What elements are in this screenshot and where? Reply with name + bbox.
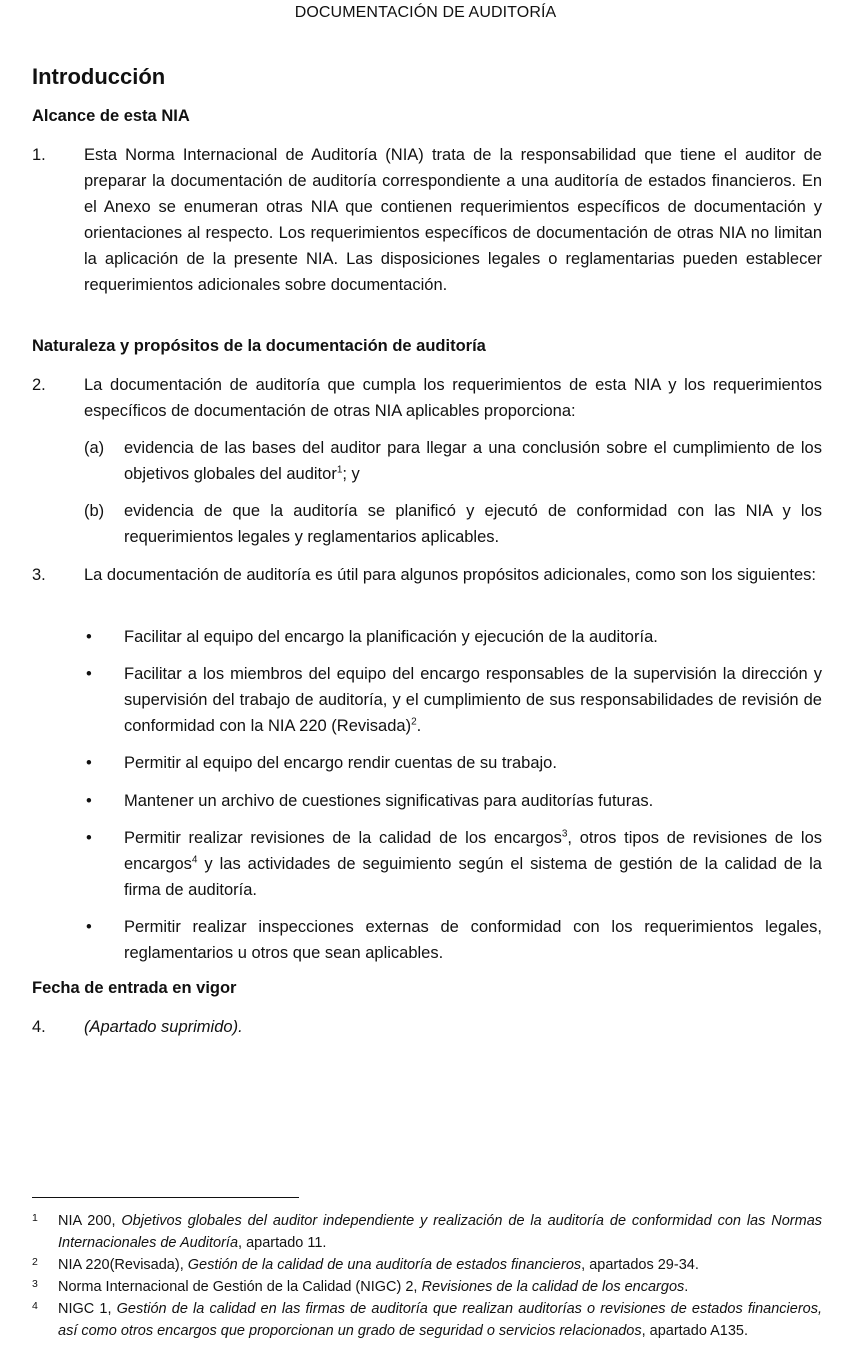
sub-item-label: (a) xyxy=(84,439,105,457)
paragraph-3 xyxy=(32,562,822,588)
paragraph-text: La documentación de auditoría es útil para algunos propósitos adicionales, como son los siguientes: xyxy=(84,566,816,584)
footnote-ref-4[interactable]: 4 xyxy=(191,854,198,866)
section-title: Introducción xyxy=(32,64,166,89)
bullet-icon: • xyxy=(86,754,92,772)
bullet-icon: • xyxy=(86,829,92,847)
sub-item-text: evidencia de las bases del auditor para llegar a una conclusión sobre el cumplimiento de los objetivos globales del auditor$^1$; y xyxy=(124,439,822,483)
footnote-ref-1[interactable]: 1 xyxy=(336,464,343,476)
bullet-icon: • xyxy=(86,665,92,683)
footnote-ref-3[interactable]: 3 xyxy=(561,828,568,840)
paragraph-1 xyxy=(32,142,822,298)
footnote-number: 1 xyxy=(32,1212,38,1224)
bullet-item xyxy=(84,661,822,739)
footnote-text: NIA 200, Objetivos globales del auditor independiente y realización de la auditoría de conformidad con las Normas Internacionales de Auditoría, apartado 11. xyxy=(58,1213,823,1251)
bullet-item xyxy=(84,914,822,966)
sub-item-b xyxy=(84,498,822,550)
sub-item-text: evidencia de que la auditoría se planificó y ejecutó de conformidad con las NIA y los requerimientos legales y reglamentarios aplicables. xyxy=(124,502,822,546)
footnote-text: NIA 220(Revisada), Gestión de la calidad de una auditoría de estados financieros, apartados 29-34. xyxy=(58,1257,699,1273)
bullet-item xyxy=(84,825,822,903)
footnote-number: 2 xyxy=(32,1256,38,1268)
bullet-item xyxy=(84,624,822,650)
paragraph-number: 1. xyxy=(32,146,46,164)
running-header: DOCUMENTACIÓN DE AUDITORÍA xyxy=(294,4,557,21)
paragraph-text: (Apartado suprimido). xyxy=(84,1018,243,1036)
heading-scope: Alcance de esta NIA xyxy=(32,107,190,125)
footnote-number: 3 xyxy=(32,1278,38,1290)
paragraph-4 xyxy=(32,1014,822,1040)
footnote-3 xyxy=(32,1276,822,1298)
bullet-text: Permitir realizar revisiones de la calidad de los encargos$^3$, otros tipos de revisiones de los encargos$^4$ y las actividades de seguimiento según el sistema de gestión de la calidad de la firma de auditoría. xyxy=(124,828,822,899)
paragraph-2 xyxy=(32,372,822,424)
paragraph-number: 2. xyxy=(32,376,46,394)
paragraph-text: La documentación de auditoría que cumpla los requerimientos de esta NIA y los requerimientos específicos de documentación de otras NIA aplicables proporciona: xyxy=(84,376,822,420)
bullet-item xyxy=(84,750,822,776)
bullet-text: Permitir al equipo del encargo rendir cuentas de su trabajo. xyxy=(124,754,557,772)
bullet-item xyxy=(84,788,822,814)
footnote-1 xyxy=(32,1210,822,1254)
paragraph-number: 3. xyxy=(32,566,46,584)
bullet-text: Permitir realizar inspecciones externas de conformidad con los requerimientos legales, reglamentarios u otros que sean aplicables. xyxy=(124,918,822,962)
bullet-text: Facilitar a los miembros del equipo del encargo responsables de la supervisión la dirección y supervisión del trabajo de auditoría, y el cumplimiento de sus responsabilidades de revisión de conformidad con la NIA 220 (Revisada)$^2$. xyxy=(124,665,822,735)
paragraph-number: 4. xyxy=(32,1018,46,1036)
footnote-4 xyxy=(32,1298,822,1342)
heading-effective-date: Fecha de entrada en vigor xyxy=(32,979,237,997)
footnote-text: Norma Internacional de Gestión de la Calidad (NIGC) 2, Revisiones de la calidad de los encargos. xyxy=(58,1279,689,1295)
heading-nature: Naturaleza y propósitos de la documentación de auditoría xyxy=(32,337,486,355)
sub-item-label: (b) xyxy=(84,502,105,520)
footnote-2 xyxy=(32,1254,822,1276)
bullet-text: Facilitar al equipo del encargo la planificación y ejecución de la auditoría. xyxy=(124,628,658,646)
footnote-ref-2[interactable]: 2 xyxy=(411,716,417,728)
bullet-text: Mantener un archivo de cuestiones significativas para auditorías futuras. xyxy=(124,792,654,810)
bullet-icon: • xyxy=(86,628,92,646)
footnote-text: NIGC 1, Gestión de la calidad en las firmas de auditoría que realizan auditorías o revisiones de estados financieros, así como otros encargos que proporcionan un grado de seguridad o servicios relacionados, apartado A135. xyxy=(58,1301,822,1339)
paragraph-text: Esta Norma Internacional de Auditoría (NIA) trata de la responsabilidad que tiene el auditor de preparar la documentación de auditoría correspondiente a una auditoría de estados financieros. En el Anexo se enumeran otras NIA que contienen requerimientos específicos de documentación y orientaciones al respecto. Los requerimientos específicos de documentación de otras NIA no limitan la aplicación de la presente NIA. Las disposiciones legales o reglamentarias pueden establecer requerimientos adicionales sobre documentación. xyxy=(84,146,822,294)
sub-item-a xyxy=(84,435,822,487)
footnote-separator xyxy=(32,1197,299,1198)
bullet-icon: • xyxy=(86,792,92,810)
footnote-number: 4 xyxy=(32,1300,38,1312)
bullet-icon: • xyxy=(86,918,92,936)
